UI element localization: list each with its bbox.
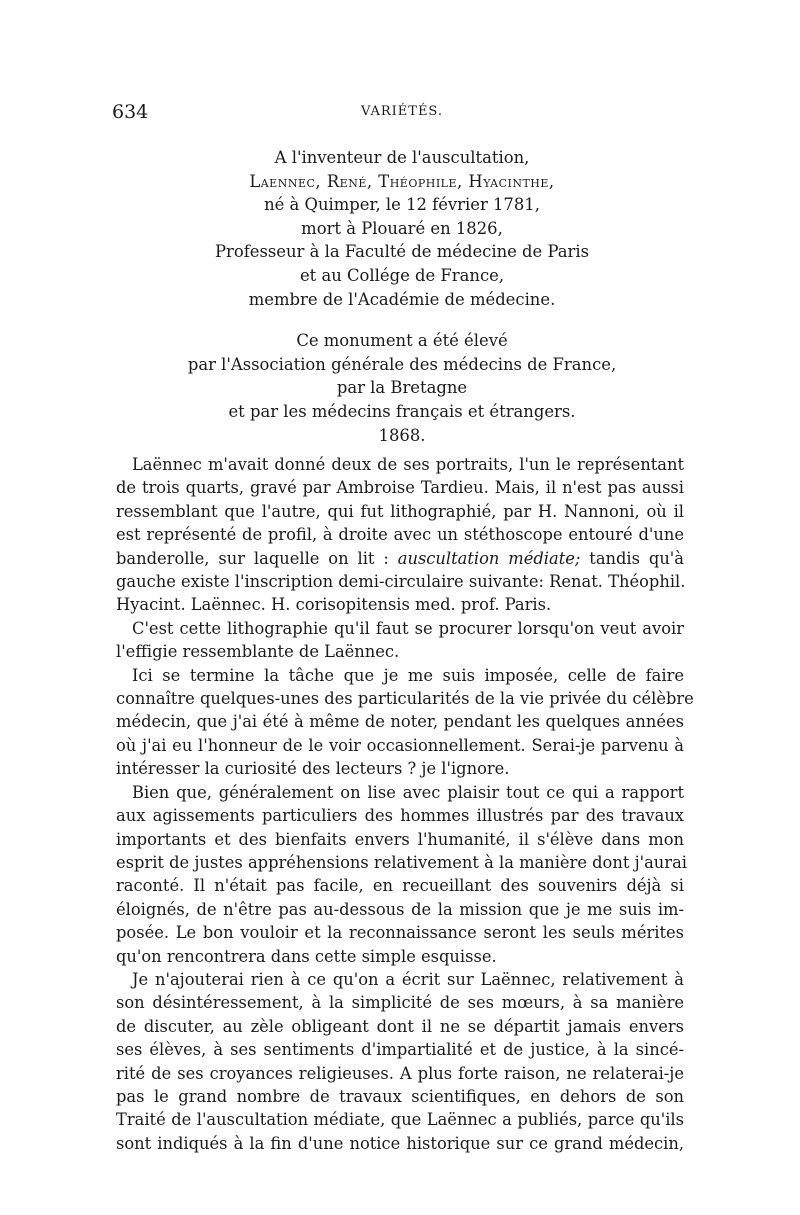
text-line: l'effigie ressemblante de Laënnec. (116, 642, 400, 662)
text-line: Bien que, généralement on lise avec plaisir tout ce qui a rapport (132, 782, 684, 802)
text-line: pas le grand nombre de travaux scientifiques, en dehors de son (116, 1086, 684, 1106)
paragraph-character (116, 968, 684, 1155)
text-line: Traité de l'auscultation médiate, que Laënnec a publiés, parce qu'ils (116, 1110, 684, 1130)
page-header (112, 100, 692, 124)
text-line: où j'ai eu l'honneur de le voir occasionnellement. Serai-je parvenu à (116, 735, 684, 755)
text-line: son désintéressement, à la simplicité de ses mœurs, à sa manière (116, 993, 684, 1013)
inscription-line: Professeur à la Faculté de médecine de Paris (214, 242, 589, 262)
text-line: C'est cette lithographie qu'il faut se procurer lorsqu'on veut avoir (132, 618, 684, 638)
text-segment: banderolle, sur laquelle on lit : (116, 548, 398, 568)
running-head: VARIÉTÉS. (360, 104, 444, 119)
inscription-line: mort à Plouaré en 1826, (301, 218, 503, 238)
monument-inscription (112, 146, 692, 447)
text-line: esprit de justes appréhensions relativement à la manière dont j'aurai (116, 852, 687, 872)
text-line: médecin, que j'ai été à même de noter, pendant les quelques années (116, 712, 684, 732)
inscription-line: A l'inventeur de l'auscultation, (274, 148, 530, 167)
inscription-line: par l'Association générale des médecins de France, (187, 354, 617, 374)
text-line: aux agissements particuliers des hommes illustrés par des travaux (116, 806, 684, 826)
page-number: 634 (112, 101, 149, 123)
text-line: éloignés, de n'être pas au-dessous de la mission que je me suis im- (116, 899, 684, 919)
inscription-line: Ce monument a été élevé (296, 331, 508, 351)
inscription-line: par la Bretagne (336, 378, 468, 398)
inscription-line: et par les médecins français et étrangers. (228, 401, 576, 421)
italic-text: auscultation médiate; (397, 548, 581, 568)
text-line: Ici se termine la tâche que je me suis imposée, celle de faire (132, 665, 684, 685)
text-line: raconté. Il n'était pas facile, en recueillant des souvenirs déjà si (116, 876, 684, 896)
paragraph-task (116, 664, 694, 781)
inscription-line: né à Quimper, le 12 février 1781, (264, 195, 540, 215)
text-line: de discuter, au zèle obligeant dont il ne se départit jamais envers (116, 1016, 684, 1036)
text-line: Hyacint. Laënnec. H. corisopitensis med. prof. Paris. (116, 595, 552, 615)
inscription-date: 1868. (378, 425, 426, 445)
inscription-line: et au Collége de France, (299, 265, 505, 285)
text-line: posée. Le bon vouloir et la reconnaissance seront les seuls mérites (116, 923, 684, 943)
text-line: ses élèves, à ses sentiments d'impartialité et de justice, à la sincé- (116, 1040, 684, 1060)
body-text (116, 453, 694, 1155)
inscription-line: membre de l'Académie de médecine. (248, 289, 556, 309)
text-line: de trois quarts, gravé par Ambroise Tardieu. Mais, il n'est pas aussi (116, 478, 684, 498)
text-line: gauche existe l'inscription demi-circulaire suivante: Renat. Théophil. (116, 572, 686, 592)
text-line (116, 547, 684, 570)
text-line: ressemblant que l'autre, qui fut lithographié, par H. Nannoni, où il (116, 501, 684, 521)
paragraph-portraits (116, 453, 684, 617)
text-line: sont indiqués à la fin d'une notice historique sur ce grand médecin, (116, 1133, 684, 1153)
text-line: rité de ses croyances religieuses. A plus forte raison, ne relaterai-je (116, 1063, 684, 1083)
text-line: intéresser la curiosité des lecteurs ? je l'ignore. (116, 759, 510, 779)
text-segment: tandis qu'à (580, 548, 684, 568)
text-line: Je n'ajouterai rien à ce qu'on a écrit sur Laënnec, relativement à (132, 969, 684, 989)
paragraph-lithograph (116, 617, 684, 664)
text-line: est représenté de profil, à droite avec un stéthoscope entouré d'une (116, 525, 684, 545)
text-line: Laënnec m'avait donné deux de ses portraits, l'un le représentant (132, 455, 684, 474)
paragraph-apprehensions (116, 781, 687, 968)
inscription-name-line: Laennec, René, Théophile, Hyacinthe, (249, 171, 555, 191)
inscription-gap (112, 311, 692, 329)
text-line: qu'on rencontrera dans cette simple esquisse. (116, 946, 497, 966)
text-line: connaître quelques-unes des particularités de la vie privée du célèbre (116, 689, 694, 709)
text-line: importants et des bienfaits envers l'humanité, il s'élève dans mon (116, 829, 684, 849)
